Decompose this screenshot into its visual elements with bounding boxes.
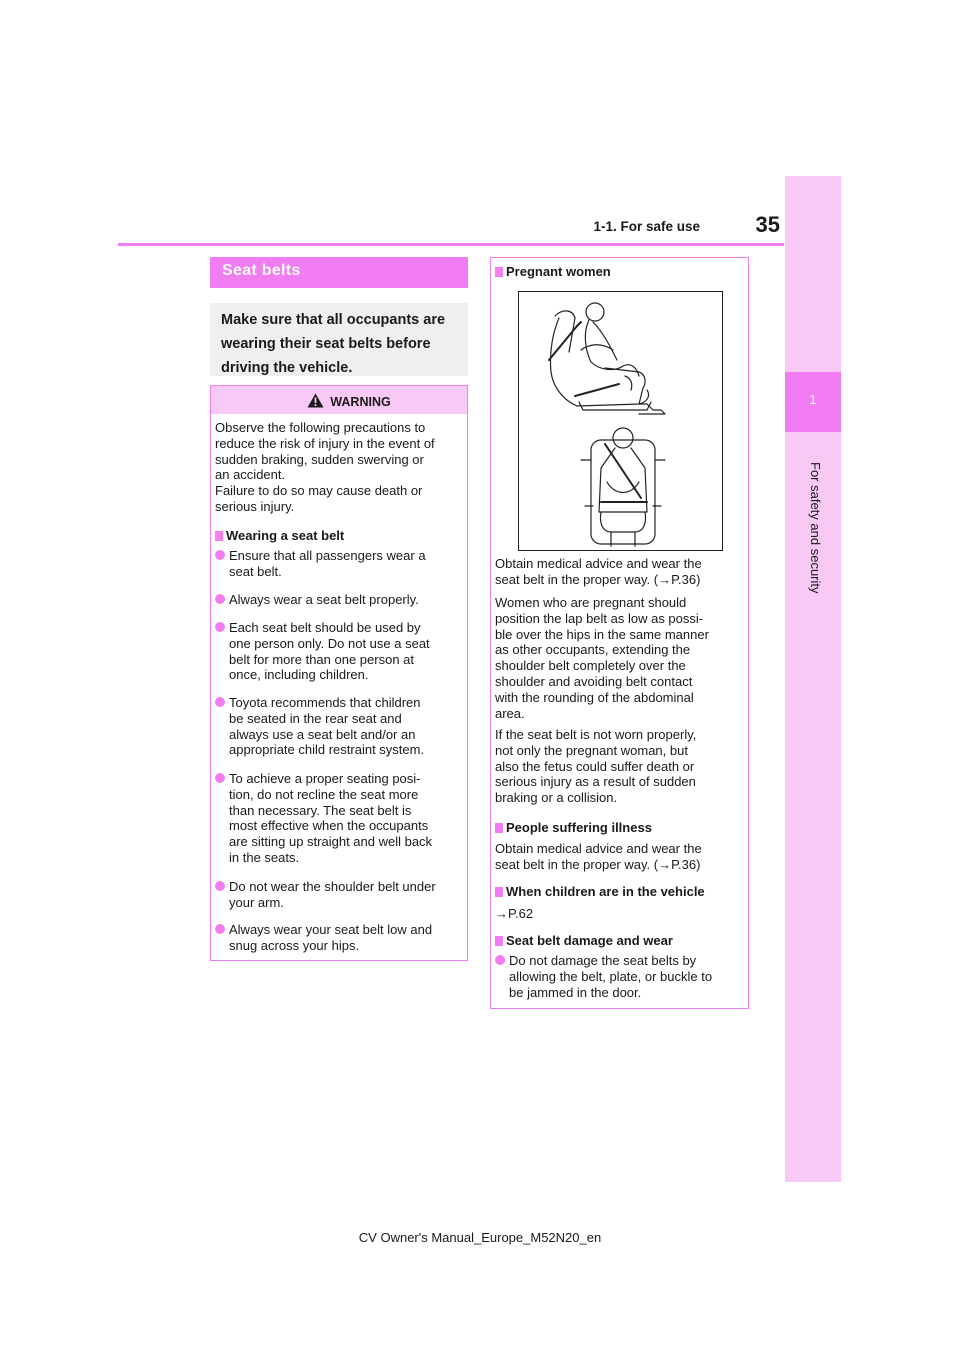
bullet-line: once, including children. [229,667,369,683]
warning-intro-line: Failure to do so may cause death or [215,483,423,499]
text-line: braking or a collision. [495,790,618,806]
bullet-line: one person only. Do not use a seat [229,635,430,651]
bullet-line: Ensure that all passengers wear a [229,548,426,563]
bullet-line: than necessary. The seat belt is [229,802,412,818]
warning-label [211,393,467,409]
bullet-line: Each seat belt should be used by [229,620,421,635]
intro-box [210,303,468,376]
text-line: shoulder and avoiding belt contact [495,673,693,689]
side-tab-label [785,462,841,662]
pregnant-risk [495,727,745,806]
pregnant-woman-seated-illustration [519,292,722,550]
warning-subhead-text: Wearing a seat belt [226,528,345,543]
bullet-line: always use a seat belt and/or an [229,726,416,742]
pregnant-lap-belt [495,595,745,721]
text-line: with the rounding of the abdominal [495,689,694,705]
warning-label-text: WARNING [330,395,391,409]
bullet-dot-icon [215,594,225,604]
warning-intro-line: an accident. [215,467,286,483]
pregnant-heading [495,264,611,279]
text-line: Obtain medical advice and wear the [495,841,702,856]
bullet-line: belt for more than one person at [229,651,415,667]
damage-bullet [495,953,745,1000]
text-line: seat belt in the proper way. (→P.36) [495,571,701,587]
warning-box [210,385,468,961]
warning-subhead [215,528,344,543]
pregnant-heading-text: Pregnant women [506,264,611,279]
side-tab-label-text: For safety and security [808,462,823,594]
warning-intro-line: Observe the following precautions to [215,420,426,435]
warning-bullet [215,879,465,911]
warning-bullet [215,548,465,580]
text-line: area. [495,705,525,721]
text-line: as other occupants, extending the [495,642,691,658]
text-line: ble over the hips in the same manner [495,626,709,642]
page-footer: CV Owner's Manual_Europe_M52N20_en [358,1230,602,1245]
bullet-dot-icon [215,773,225,783]
warning-bullet [215,771,465,866]
text-line: Women who are pregnant should [495,595,687,610]
bullet-line: Always wear a seat belt properly. [229,592,419,607]
bullet-line: allowing the belt, plate, or buckle to [509,968,713,984]
square-bullet-icon [215,531,223,541]
warning-intro-line: serious injury. [215,498,295,514]
bullet-line: tion, do not recline the seat more [229,786,419,802]
bullet-line: be seated in the rear seat and [229,710,402,726]
right-info-box [490,257,749,1009]
square-bullet-icon [495,267,503,277]
children-reference[interactable]: →P.62 [495,906,534,921]
damage-heading [495,933,673,948]
bullet-line: appropriate child restraint system. [229,742,425,758]
bullet-dot-icon [215,697,225,707]
page-number: 35 [755,212,780,237]
header-rule [118,243,784,246]
bullet-dot-icon [215,622,225,632]
warning-bullet [215,620,465,683]
text-line: position the lap belt as low as possi- [495,610,704,626]
bullet-line: your arm. [229,894,284,910]
bullet-dot-icon [215,881,225,891]
side-tab-number: 1 [809,392,817,407]
illness-heading-text: People suffering illness [506,820,652,835]
illness-advice [495,841,745,873]
intro-text: Make sure that all occupants are wearing their seat belts before driving the vehicle. [221,312,446,376]
text-line: serious injury as a result of sudden [495,774,696,790]
warning-bullet [215,592,465,608]
pregnant-advice [495,556,745,588]
text-line: If the seat belt is not worn properly, [495,727,697,742]
bullet-line: Do not damage the seat belts by [509,953,697,968]
bullet-line: To achieve a proper seating posi- [229,771,421,786]
side-tab [785,176,841,1182]
bullet-line: most effective when the occupants [229,818,429,834]
text-line: seat belt in the proper way. (→P.36) [495,856,701,872]
bullet-dot-icon [215,924,225,934]
bullet-line: Toyota recommends that children [229,695,421,710]
square-bullet-icon [495,823,503,833]
title-bar [210,257,468,288]
warning-bullet [215,695,465,758]
warning-header [211,386,467,414]
bullet-line: seat belt. [229,563,282,579]
text-line: shoulder belt completely over the [495,658,686,674]
bullet-line: Do not wear the shoulder belt under [229,879,436,894]
bullet-line: be jammed in the door. [509,984,642,1000]
square-bullet-icon [495,936,503,946]
illness-heading [495,820,652,835]
warning-bullet [215,922,465,954]
square-bullet-icon [495,887,503,897]
damage-heading-text: Seat belt damage and wear [506,933,673,948]
section-header: 1-1. For safe use [593,219,700,234]
warning-intro-line: sudden braking, sudden swerving or [215,451,424,467]
text-line: Obtain medical advice and wear the [495,556,702,571]
text-line: not only the pregnant woman, but [495,742,688,758]
bullet-line: in the seats. [229,849,300,865]
bullet-line: snug across your hips. [229,937,360,953]
page-title: Seat belts [222,262,301,279]
warning-intro [215,420,465,515]
bullet-dot-icon [495,955,505,965]
seat-belt-illustration [518,291,723,551]
bullet-line: are sitting up straight and well back [229,834,433,850]
bullet-dot-icon [215,550,225,560]
warning-intro-line: reduce the risk of injury in the event of [215,435,435,451]
text-line: also the fetus could suffer death or [495,758,695,774]
children-heading [495,884,705,899]
warning-icon [307,393,324,408]
bullet-line: Always wear your seat belt low and [229,922,433,937]
children-heading-text: When children are in the vehicle [506,884,705,899]
